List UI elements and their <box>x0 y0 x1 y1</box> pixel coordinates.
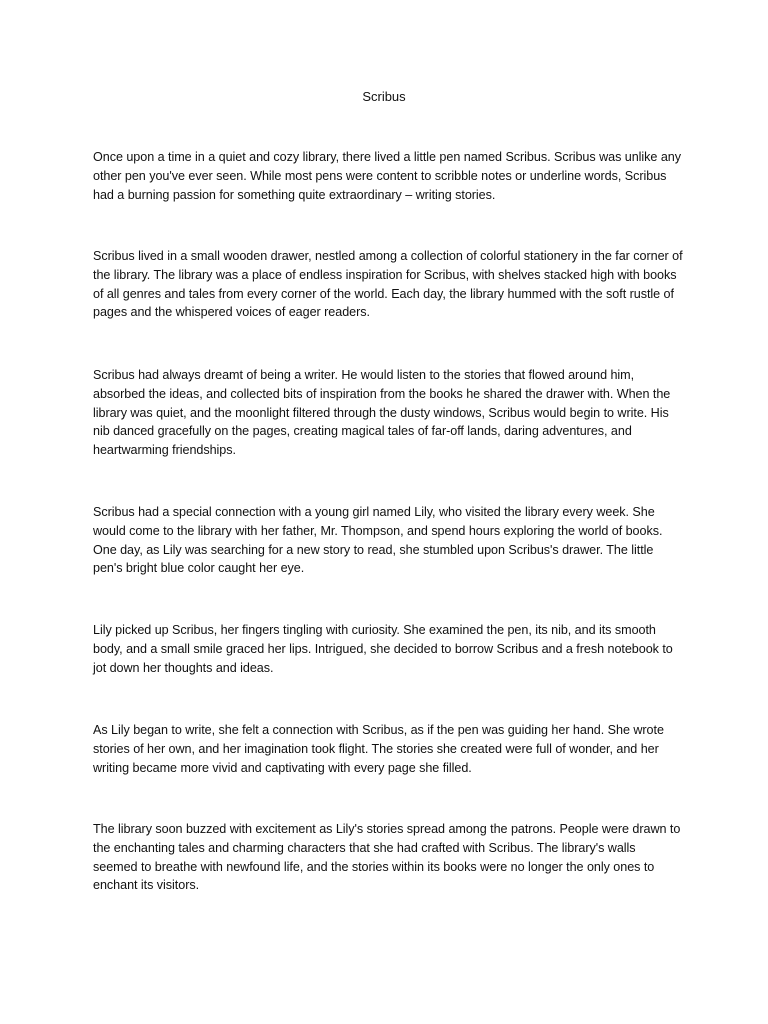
paragraph-4: Scribus had a special connection with a young girl named Lily, who visited the library every week. She would come to the library with her father, Mr. Thompson, and spend hours exploring the world of books. One day, as Lily was searching for a new story to read, she stumbled upon Scribus's drawer. The little pen's bright blue color caught her eye. <box>93 505 663 576</box>
paragraph-2: Scribus lived in a small wooden drawer, nestled among a collection of colorful stationery in the far corner of the library. The library was a place of endless inspiration for Scribus, with shelves stacked high with books of all genres and tales from every corner of the world. Each day, the library hummed with the soft rustle of pages and the whispered voices of eager readers. <box>93 249 683 320</box>
paragraph-5: Lily picked up Scribus, her fingers tingling with curiosity. She examined the pen, its nib, and its smooth body, and a small smile graced her lips. Intrigued, she decided to borrow Scribus and a fresh notebook to jot down her thoughts and ideas. <box>93 623 673 675</box>
paragraph-3: Scribus had always dreamt of being a writer. He would listen to the stories that flowed around him, absorbed the ideas, and collected bits of inspiration from the books he shared the drawer with. When the library was quiet, and the moonlight filtered through the dusty windows, Scribus would begin to write. His nib danced gracefully on the pages, creating magical tales of far-off lands, daring adventures, and heartwarming friendships. <box>93 368 671 458</box>
paragraph-1: Once upon a time in a quiet and cozy library, there lived a little pen named Scribus. Scribus was unlike any other pen you've ever seen. While most pens were content to scribble notes or underline words, Scribus had a burning passion for something quite extraordinary – writing stories. <box>93 150 681 202</box>
paragraph-6: As Lily began to write, she felt a connection with Scribus, as if the pen was guiding her hand. She wrote stories of her own, and her imagination took flight. The stories she created were full of wonder, and her writing became more vivid and captivating with every page she filled. <box>93 723 664 775</box>
paragraph-7: The library soon buzzed with excitement as Lily's stories spread among the patrons. People were drawn to the enchanting tales and charming characters that she had crafted with Scribus. The library's walls seemed to breathe with newfound life, and the stories within its books were no longer the only ones to enchant its visitors. <box>93 822 681 893</box>
document-title: Scribus <box>362 89 406 104</box>
